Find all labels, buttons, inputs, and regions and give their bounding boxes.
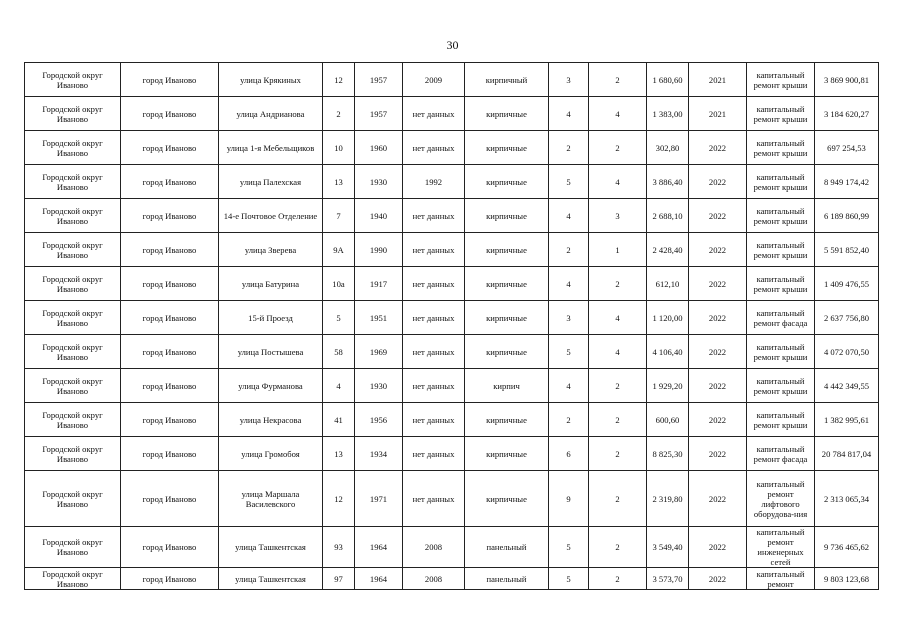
work-type-cell: капитальный ремонт крыши <box>747 369 815 403</box>
work-type-cell: капитальный ремонт крыши <box>747 199 815 233</box>
repair-year-cell: 2022 <box>689 471 747 527</box>
floors-cell: 3 <box>549 63 589 97</box>
street-cell: улица Громобоя <box>219 437 323 471</box>
build-year-cell: 1917 <box>355 267 403 301</box>
house-number-cell: 58 <box>323 335 355 369</box>
work-type-cell: капитальный ремонт <box>747 568 815 590</box>
cost-cell: 20 784 817,04 <box>815 437 879 471</box>
work-type-cell: капитальный ремонт крыши <box>747 267 815 301</box>
cost-cell: 697 254,53 <box>815 131 879 165</box>
municipality-cell: Городской округ Иваново <box>25 165 121 199</box>
work-type-cell: капитальный ремонт крыши <box>747 335 815 369</box>
settlement-cell: город Иваново <box>121 403 219 437</box>
floors-cell: 4 <box>549 267 589 301</box>
buildings-table <box>24 62 879 590</box>
renovation-year-cell: нет данных <box>403 301 465 335</box>
entrances-cell: 2 <box>589 471 647 527</box>
repair-year-cell: 2022 <box>689 301 747 335</box>
settlement-cell: город Иваново <box>121 568 219 590</box>
settlement-cell: город Иваново <box>121 165 219 199</box>
build-year-cell: 1957 <box>355 63 403 97</box>
table-row <box>25 131 879 165</box>
area-cell: 600,60 <box>647 403 689 437</box>
cost-cell: 3 184 620,27 <box>815 97 879 131</box>
table-row <box>25 199 879 233</box>
municipality-cell: Городской округ Иваново <box>25 369 121 403</box>
house-number-cell: 9А <box>323 233 355 267</box>
entrances-cell: 2 <box>589 403 647 437</box>
municipality-cell: Городской округ Иваново <box>25 97 121 131</box>
settlement-cell: город Иваново <box>121 267 219 301</box>
floors-cell: 3 <box>549 301 589 335</box>
table-row <box>25 437 879 471</box>
municipality-cell: Городской округ Иваново <box>25 63 121 97</box>
floors-cell: 4 <box>549 199 589 233</box>
repair-year-cell: 2022 <box>689 403 747 437</box>
wall-material-cell: кирпичные <box>465 267 549 301</box>
work-type-cell: капитальный ремонт крыши <box>747 97 815 131</box>
wall-material-cell: кирпичные <box>465 437 549 471</box>
municipality-cell: Городской округ Иваново <box>25 437 121 471</box>
house-number-cell: 10а <box>323 267 355 301</box>
wall-material-cell: кирпичные <box>465 403 549 437</box>
build-year-cell: 1940 <box>355 199 403 233</box>
entrances-cell: 2 <box>589 369 647 403</box>
municipality-cell: Городской округ Иваново <box>25 301 121 335</box>
table-row <box>25 335 879 369</box>
build-year-cell: 1956 <box>355 403 403 437</box>
floors-cell: 4 <box>549 97 589 131</box>
table-row <box>25 403 879 437</box>
street-cell: улица Маршала Василевского <box>219 471 323 527</box>
build-year-cell: 1964 <box>355 527 403 568</box>
wall-material-cell: панельный <box>465 568 549 590</box>
table-row <box>25 301 879 335</box>
wall-material-cell: кирпичные <box>465 335 549 369</box>
renovation-year-cell: нет данных <box>403 471 465 527</box>
area-cell: 302,80 <box>647 131 689 165</box>
settlement-cell: город Иваново <box>121 233 219 267</box>
settlement-cell: город Иваново <box>121 199 219 233</box>
renovation-year-cell: нет данных <box>403 131 465 165</box>
renovation-year-cell: 2008 <box>403 527 465 568</box>
street-cell: улица Некрасова <box>219 403 323 437</box>
area-cell: 1 383,00 <box>647 97 689 131</box>
work-type-cell: капитальный ремонт фасада <box>747 437 815 471</box>
table-row <box>25 527 879 568</box>
settlement-cell: город Иваново <box>121 369 219 403</box>
street-cell: 15-й Проезд <box>219 301 323 335</box>
work-type-cell: капитальный ремонт крыши <box>747 131 815 165</box>
table-row <box>25 369 879 403</box>
municipality-cell: Городской округ Иваново <box>25 233 121 267</box>
municipality-cell: Городской округ Иваново <box>25 403 121 437</box>
settlement-cell: город Иваново <box>121 97 219 131</box>
entrances-cell: 2 <box>589 267 647 301</box>
table-row <box>25 471 879 527</box>
street-cell: 14-е Почтовое Отделение <box>219 199 323 233</box>
renovation-year-cell: нет данных <box>403 437 465 471</box>
wall-material-cell: кирпичный <box>465 63 549 97</box>
table-row <box>25 63 879 97</box>
table-row <box>25 233 879 267</box>
cost-cell: 8 949 174,42 <box>815 165 879 199</box>
cost-cell: 2 637 756,80 <box>815 301 879 335</box>
cost-cell: 4 072 070,50 <box>815 335 879 369</box>
house-number-cell: 10 <box>323 131 355 165</box>
house-number-cell: 5 <box>323 301 355 335</box>
house-number-cell: 13 <box>323 437 355 471</box>
renovation-year-cell: нет данных <box>403 233 465 267</box>
build-year-cell: 1969 <box>355 335 403 369</box>
floors-cell: 4 <box>549 369 589 403</box>
work-type-cell: капитальный ремонт крыши <box>747 63 815 97</box>
cost-cell: 4 442 349,55 <box>815 369 879 403</box>
floors-cell: 5 <box>549 568 589 590</box>
floors-cell: 5 <box>549 335 589 369</box>
cost-cell: 9 803 123,68 <box>815 568 879 590</box>
work-type-cell: капитальный ремонт инженерных сетей <box>747 527 815 568</box>
house-number-cell: 41 <box>323 403 355 437</box>
repair-year-cell: 2022 <box>689 437 747 471</box>
entrances-cell: 2 <box>589 568 647 590</box>
repair-year-cell: 2021 <box>689 97 747 131</box>
work-type-cell: капитальный ремонт крыши <box>747 165 815 199</box>
cost-cell: 3 869 900,81 <box>815 63 879 97</box>
area-cell: 2 428,40 <box>647 233 689 267</box>
settlement-cell: город Иваново <box>121 527 219 568</box>
floors-cell: 2 <box>549 131 589 165</box>
table-row <box>25 568 879 590</box>
street-cell: улица Батурина <box>219 267 323 301</box>
cost-cell: 5 591 852,40 <box>815 233 879 267</box>
entrances-cell: 2 <box>589 131 647 165</box>
build-year-cell: 1964 <box>355 568 403 590</box>
renovation-year-cell: 2009 <box>403 63 465 97</box>
repair-year-cell: 2022 <box>689 131 747 165</box>
entrances-cell: 4 <box>589 165 647 199</box>
wall-material-cell: кирпичные <box>465 165 549 199</box>
house-number-cell: 7 <box>323 199 355 233</box>
renovation-year-cell: нет данных <box>403 335 465 369</box>
house-number-cell: 13 <box>323 165 355 199</box>
renovation-year-cell: 2008 <box>403 568 465 590</box>
area-cell: 3 573,70 <box>647 568 689 590</box>
table-row <box>25 165 879 199</box>
cost-cell: 1 409 476,55 <box>815 267 879 301</box>
area-cell: 3 549,40 <box>647 527 689 568</box>
street-cell: улица Ташкентская <box>219 568 323 590</box>
work-type-cell: капитальный ремонт крыши <box>747 233 815 267</box>
entrances-cell: 4 <box>589 335 647 369</box>
renovation-year-cell: нет данных <box>403 403 465 437</box>
table-row <box>25 97 879 131</box>
house-number-cell: 4 <box>323 369 355 403</box>
settlement-cell: город Иваново <box>121 63 219 97</box>
build-year-cell: 1930 <box>355 165 403 199</box>
build-year-cell: 1934 <box>355 437 403 471</box>
work-type-cell: капитальный ремонт крыши <box>747 403 815 437</box>
renovation-year-cell: 1992 <box>403 165 465 199</box>
repair-year-cell: 2022 <box>689 233 747 267</box>
street-cell: улица Ташкентская <box>219 527 323 568</box>
street-cell: улица Постышева <box>219 335 323 369</box>
street-cell: улица Андрианова <box>219 97 323 131</box>
repair-year-cell: 2022 <box>689 527 747 568</box>
cost-cell: 1 382 995,61 <box>815 403 879 437</box>
entrances-cell: 2 <box>589 63 647 97</box>
floors-cell: 2 <box>549 233 589 267</box>
build-year-cell: 1960 <box>355 131 403 165</box>
settlement-cell: город Иваново <box>121 437 219 471</box>
house-number-cell: 97 <box>323 568 355 590</box>
build-year-cell: 1957 <box>355 97 403 131</box>
area-cell: 3 886,40 <box>647 165 689 199</box>
cost-cell: 9 736 465,62 <box>815 527 879 568</box>
area-cell: 2 319,80 <box>647 471 689 527</box>
renovation-year-cell: нет данных <box>403 97 465 131</box>
entrances-cell: 4 <box>589 301 647 335</box>
municipality-cell: Городской округ Иваново <box>25 335 121 369</box>
build-year-cell: 1930 <box>355 369 403 403</box>
cost-cell: 6 189 860,99 <box>815 199 879 233</box>
wall-material-cell: панельный <box>465 527 549 568</box>
renovation-year-cell: нет данных <box>403 199 465 233</box>
wall-material-cell: кирпичные <box>465 471 549 527</box>
wall-material-cell: кирпич <box>465 369 549 403</box>
entrances-cell: 1 <box>589 233 647 267</box>
build-year-cell: 1951 <box>355 301 403 335</box>
floors-cell: 2 <box>549 403 589 437</box>
build-year-cell: 1990 <box>355 233 403 267</box>
area-cell: 8 825,30 <box>647 437 689 471</box>
wall-material-cell: кирпичные <box>465 131 549 165</box>
street-cell: улица Палехская <box>219 165 323 199</box>
repair-year-cell: 2021 <box>689 63 747 97</box>
wall-material-cell: кирпичные <box>465 97 549 131</box>
page-number: 30 <box>446 38 459 52</box>
build-year-cell: 1971 <box>355 471 403 527</box>
work-type-cell: капитальный ремонт фасада <box>747 301 815 335</box>
repair-year-cell: 2022 <box>689 267 747 301</box>
street-cell: улица 1-я Мебельщиков <box>219 131 323 165</box>
house-number-cell: 93 <box>323 527 355 568</box>
municipality-cell: Городской округ Иваново <box>25 568 121 590</box>
floors-cell: 5 <box>549 165 589 199</box>
settlement-cell: город Иваново <box>121 131 219 165</box>
street-cell: улица Фурманова <box>219 369 323 403</box>
municipality-cell: Городской округ Иваново <box>25 199 121 233</box>
area-cell: 1 680,60 <box>647 63 689 97</box>
entrances-cell: 4 <box>589 97 647 131</box>
house-number-cell: 2 <box>323 97 355 131</box>
area-cell: 1 120,00 <box>647 301 689 335</box>
floors-cell: 9 <box>549 471 589 527</box>
area-cell: 4 106,40 <box>647 335 689 369</box>
settlement-cell: город Иваново <box>121 471 219 527</box>
settlement-cell: город Иваново <box>121 301 219 335</box>
settlement-cell: город Иваново <box>121 335 219 369</box>
house-number-cell: 12 <box>323 63 355 97</box>
entrances-cell: 2 <box>589 437 647 471</box>
municipality-cell: Городской округ Иваново <box>25 267 121 301</box>
entrances-cell: 3 <box>589 199 647 233</box>
repair-year-cell: 2022 <box>689 165 747 199</box>
repair-year-cell: 2022 <box>689 199 747 233</box>
entrances-cell: 2 <box>589 527 647 568</box>
municipality-cell: Городской округ Иваново <box>25 527 121 568</box>
renovation-year-cell: нет данных <box>403 267 465 301</box>
area-cell: 612,10 <box>647 267 689 301</box>
street-cell: улица Крякиных <box>219 63 323 97</box>
wall-material-cell: кирпичные <box>465 233 549 267</box>
cost-cell: 2 313 065,34 <box>815 471 879 527</box>
wall-material-cell: кирпичные <box>465 199 549 233</box>
floors-cell: 5 <box>549 527 589 568</box>
wall-material-cell: кирпичные <box>465 301 549 335</box>
area-cell: 1 929,20 <box>647 369 689 403</box>
renovation-year-cell: нет данных <box>403 369 465 403</box>
repair-year-cell: 2022 <box>689 335 747 369</box>
area-cell: 2 688,10 <box>647 199 689 233</box>
table-row <box>25 267 879 301</box>
repair-year-cell: 2022 <box>689 369 747 403</box>
municipality-cell: Городской округ Иваново <box>25 131 121 165</box>
street-cell: улица Зверева <box>219 233 323 267</box>
house-number-cell: 12 <box>323 471 355 527</box>
repair-year-cell: 2022 <box>689 568 747 590</box>
work-type-cell: капитальный ремонт лифтового оборудова-ния <box>747 471 815 527</box>
floors-cell: 6 <box>549 437 589 471</box>
municipality-cell: Городской округ Иваново <box>25 471 121 527</box>
